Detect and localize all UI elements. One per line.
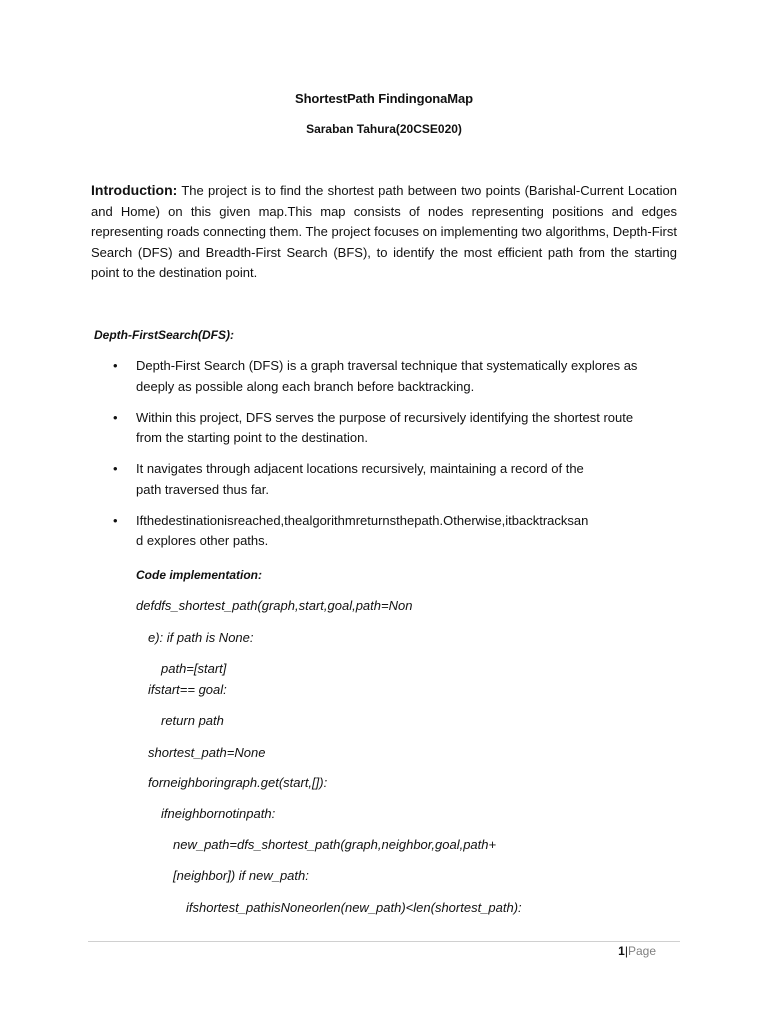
bullet-icon: • <box>113 409 118 425</box>
bullet-line: Depth-First Search (DFS) is a graph traversal technique that systematically explores as <box>136 358 638 373</box>
bullet-icon: • <box>113 358 118 373</box>
code-heading: Code implementation: <box>136 568 263 582</box>
footer-separator: | <box>624 944 628 958</box>
page-label: Page <box>627 944 656 958</box>
bullet-line: It navigates through adjacent locations recursively, maintaining a record of the <box>136 461 584 476</box>
dfs-bullet-list <box>110 356 680 562</box>
bullet-line: path traversed thus far. <box>136 481 269 497</box>
code-line: ifshortest_pathisNoneorlen(new_path)<len(shortest_path): <box>186 900 522 915</box>
introduction-heading: Introduction: <box>91 182 178 198</box>
bullet-item <box>110 356 680 397</box>
bullet-line: Within this project, DFS serves the purpose of recursively identifying the shortest route <box>136 409 634 425</box>
introduction-body: The project is to find the shortest path between two points (Barishal-Current Location and Home) on this given map.This map consists of nodes representing positions and edges representing roads connecting them. The project focuses on implementing two algorithms, Depth-First Search (DFS) and Breadth-First Search (BFS), to identify the most efficient path from the starting point to the destination point. <box>91 183 677 281</box>
code-line: e): if path is None: <box>148 630 254 645</box>
bullet-item <box>110 408 680 449</box>
bullet-line: from the starting point to the destination. <box>136 430 368 445</box>
bullet-line: Ifthedestinationisreached,thealgorithmreturnsthepath.Otherwise,itbacktracksan <box>136 512 589 528</box>
code-line: new_path=dfs_shortest_path(graph,neighbor,goal,path+ <box>173 837 497 852</box>
code-line: path=[start] <box>161 661 227 676</box>
bullet-line: d explores other paths. <box>136 533 269 548</box>
bullet-line: deeply as possible along each branch before backtracking. <box>136 378 475 394</box>
bullet-icon: • <box>113 512 118 528</box>
code-line: shortest_path=None <box>148 745 266 760</box>
code-line: return path <box>161 713 224 728</box>
bullet-item <box>110 459 680 500</box>
code-line: defdfs_shortest_path(graph,start,goal,path=Non <box>136 598 413 613</box>
bullet-item <box>110 511 680 552</box>
code-line: forneighboringraph.get(start,[]): <box>148 775 328 790</box>
document-title: ShortestPath FindingonaMap <box>295 91 473 106</box>
footer-divider <box>88 941 680 942</box>
page-footer <box>618 944 656 958</box>
code-line: ifneighbornotinpath: <box>161 806 276 821</box>
code-line: [neighbor]) if new_path: <box>173 868 309 883</box>
bullet-icon: • <box>113 461 118 476</box>
dfs-section-heading: Depth-FirstSearch(DFS): <box>94 328 235 342</box>
page-number: 1 <box>618 944 625 958</box>
author-line: Saraban Tahura(20CSE020) <box>306 122 462 136</box>
introduction-paragraph <box>91 180 677 284</box>
code-line: ifstart== goal: <box>148 682 227 697</box>
